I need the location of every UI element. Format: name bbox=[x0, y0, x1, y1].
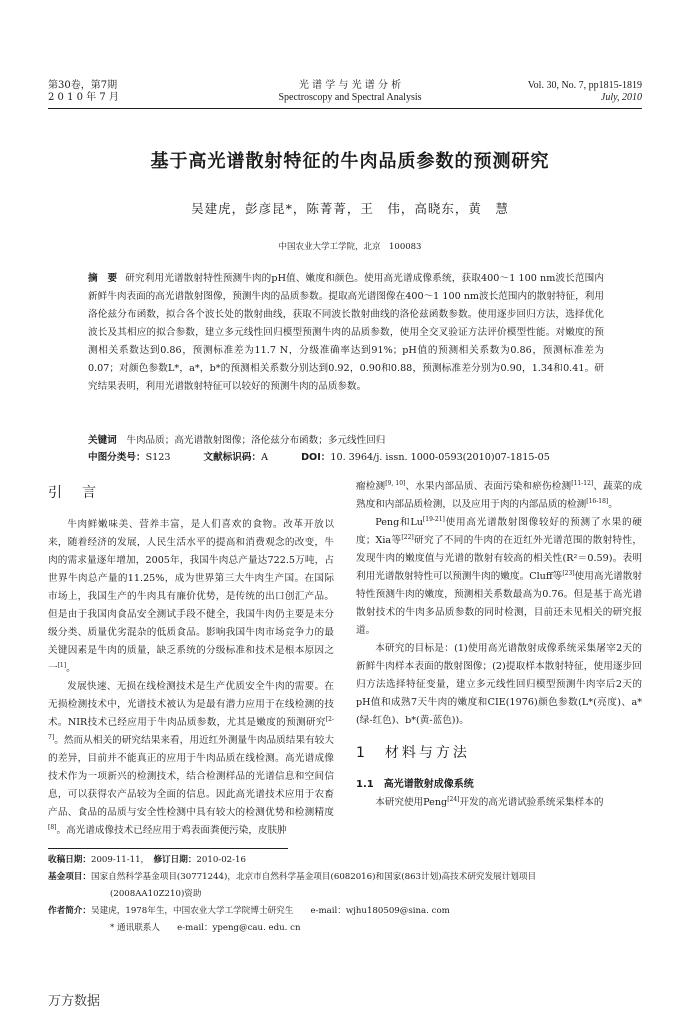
right-paragraph-1: 瘤检测[9, 10]、水果内部品质、表面污染和瘀伤检测[11-12]、蔬菜的成熟度和内部品质检测，以及应用于肉的内部品质的检测[16-18]。 bbox=[356, 479, 642, 510]
ref-10: [24] bbox=[447, 795, 460, 803]
keywords bbox=[88, 432, 604, 449]
journal-name-en: Spectroscopy and Spectral Analysis bbox=[278, 92, 422, 103]
header-rule bbox=[48, 108, 642, 109]
ref-1: [1] bbox=[57, 661, 67, 669]
affiliation: 中国农业大学工学院，北京 100083 bbox=[278, 242, 422, 252]
keywords-text: 牛肉品质；高光谱散射图像；洛伦兹分布函数；多元线性回归 bbox=[126, 435, 386, 446]
doc-code: A bbox=[261, 452, 269, 463]
dates-line: 收稿日期：2009-11-11， 修订日期：2010-02-16 bbox=[48, 855, 246, 865]
fund-line: 基金项目：国家自然科学基金项目(30771244)，北京市自然科学基金项目(6082016)和国家(863计划)高技术研究发展计划项目 bbox=[48, 872, 537, 882]
header-right bbox=[528, 80, 642, 104]
left-column bbox=[48, 478, 334, 840]
right-column bbox=[356, 478, 642, 812]
ref-3: [8] bbox=[48, 823, 57, 831]
watermark: 万方数据 bbox=[48, 994, 101, 1009]
intro-paragraph-2: 发展快速、无损在线检测技术是生产优质安全牛肉的需要。在无损检测技术中，光谱技术被认为是最有潜力应用于在线检测的技术。NIR技术已经应用于牛肉品质参数，尤其是嫩度的预测研究[2-7]。然而从相关的研究结果来看，用近红外测量牛肉品质结果有较大的差异，目前并不能真正的应用于牛肉品质在线检测。高光谱成像技术作为一项新兴的检测技术，结合检测样品的光谱信息和空间信息，可以获得农产品较为全面的信息。因此高光谱技术应用于农畜产品、食品的品质与安全性检测中具有较大的检测优势和检测精度[8]。高光谱成像技术已经应用于鸡表面粪便污染，皮肤肿 bbox=[48, 681, 334, 836]
classification-line bbox=[88, 449, 604, 466]
right-paragraph-2: Peng和Lu[19-21]使用高光谱散射图像较好的预测了水果的硬度；Xia等[22]研究了不同的牛肉的在近红外光谱范围的散射特性，发现牛肉的嫩度值与光谱的散射有较高的相关性(R²＝0.59)。表明利用光谱散射特性可以预测牛肉的嫩度。Cluff等[23]使用高光谱散射特性预测牛肉的嫩度，预测相关系数最高为0.76。但是基于高光谱散射技术的牛肉多品质参数的同时检测，目前还未见相关的研究报道。 bbox=[356, 515, 643, 636]
right-paragraph-4: 本研究使用Peng[24]开发的高光谱试验系统采集样本的 bbox=[375, 795, 604, 808]
ref-5: [11-12] bbox=[571, 479, 594, 487]
fund-line-2: (2008AA10Z210)资助 bbox=[110, 889, 202, 899]
ref-4: [9, 10] bbox=[385, 479, 406, 487]
journal-name-cn: 光 谱 学 与 光 谱 分 析 bbox=[298, 80, 402, 91]
clc-code: S123 bbox=[145, 452, 171, 463]
footnote-rule bbox=[48, 848, 288, 849]
doi-label: DOI： bbox=[301, 452, 331, 463]
intro-paragraph-1: 牛肉鲜嫩味美、营养丰富，是人们喜欢的食物。改革开放以来，随着经济的发展，人民生活水平的提高和消费观念的改变，牛肉的需求量逐年增加，2005年，我国牛肉总产量达722.5万吨，占世界牛肉总产量的11.25%，成为世界第三大牛肉生产国。在国际市场上，我国生产的牛肉具有廉价优势，是传统的出口创汇产品。但是由于我国肉食品安全测试手段不健全，我国牛肉仍主要是未分级分类、质量优劣混杂的低质食品。影响我国牛肉市场竞争力的最关键因素是牛肉的质量，缺乏系统的分级标准和技术是根本原因之一[1]。 bbox=[48, 519, 334, 674]
intro-heading: 引 言 bbox=[48, 485, 99, 501]
ref-2: [2-7] bbox=[48, 715, 334, 741]
footnotes bbox=[48, 852, 648, 937]
subsection-heading: 1.1 高光谱散射成像系统 bbox=[356, 779, 474, 790]
ref-6: [16-18] bbox=[586, 497, 609, 505]
paper-title: 基于高光谱散射特征的牛肉品质参数的预测研究 bbox=[150, 151, 550, 172]
volume-cn: 第30卷，第7期 bbox=[48, 80, 118, 91]
methods-heading: 1 材料与方法 bbox=[356, 745, 470, 761]
abstract bbox=[88, 270, 604, 396]
clc-label: 中图分类号： bbox=[88, 452, 146, 463]
ref-9: [23] bbox=[562, 569, 575, 577]
contact-line: * 通讯联系人 e-mail：ypeng@cau. edu. cn bbox=[110, 923, 301, 933]
volume-en: Vol. 30, No. 7, pp1815-1819 bbox=[527, 80, 642, 91]
date-cn: 2 0 1 0 年 7 月 bbox=[48, 92, 119, 103]
doc-code-label: 文献标识码： bbox=[203, 452, 262, 463]
right-paragraph-3: 本研究的目标是：(1)使用高光谱散射成像系统采集屠宰2天的新鲜牛肉样本表面的散射图像；(2)提取样本散射特征，使用逐步回归方法选择特征变量，建立多元线性回归模型预测牛肉宰后2天的pH值和成熟7天牛肉的嫩度和CIE(1976)颜色参数(L*(亮度)、a*(绿-红色)、b*(黄-蓝色))。 bbox=[356, 643, 642, 726]
abstract-label: 摘 要 bbox=[88, 273, 118, 284]
ref-8: [22] bbox=[401, 533, 414, 541]
bio-line: 作者简介：吴建虎，1978年生，中国农业大学工学院博士研究生 e-mail：wjhu180509@sina. com bbox=[48, 906, 450, 916]
ref-7: [19-21] bbox=[422, 515, 445, 523]
abstract-text: 研究利用光谱散射特性预测牛肉的pH值、嫩度和颜色。使用高光谱成像系统，获取400～1 100 nm波长范围内新鲜牛肉表面的高光谱散射图像，预测牛肉的品质参数。提取高光谱图像在400～1 100 nm波长范围内的散射特征，利用洛伦兹分布函数，拟合各个波长处的散射曲线，获取不同波长散射曲线的洛伦兹函数参数。使用逐步回归方法，选择优化波长及其相应的拟合参数，建立多元线性回归模型预测牛肉的品质参数，使用全交叉验证方法评价模型性能。对嫩度的预测相关系数达到0.86，预测标准差为11.7 N，分级准确率达到91%；pH值的预测相关系数为0.86，预测标准差为0.07；对颜色参数L*，a*，b*的预测相关系数分别达到0.92，0.90和0.88，预测标准差分别为0.90，1.34和0.41。研究结果表明，利用光谱散射特征可以较好的预测牛肉的品质参数。 bbox=[88, 273, 605, 392]
author-list: 吴建虎，彭彦昆*，陈菁菁，王 伟，高晓东，黄 慧 bbox=[191, 201, 509, 216]
date-en: July, 2010 bbox=[600, 92, 642, 103]
keywords-label: 关键词 bbox=[88, 435, 117, 446]
doi: 10. 3964/j. issn. 1000-0593(2010)07-1815-05 bbox=[330, 452, 550, 463]
